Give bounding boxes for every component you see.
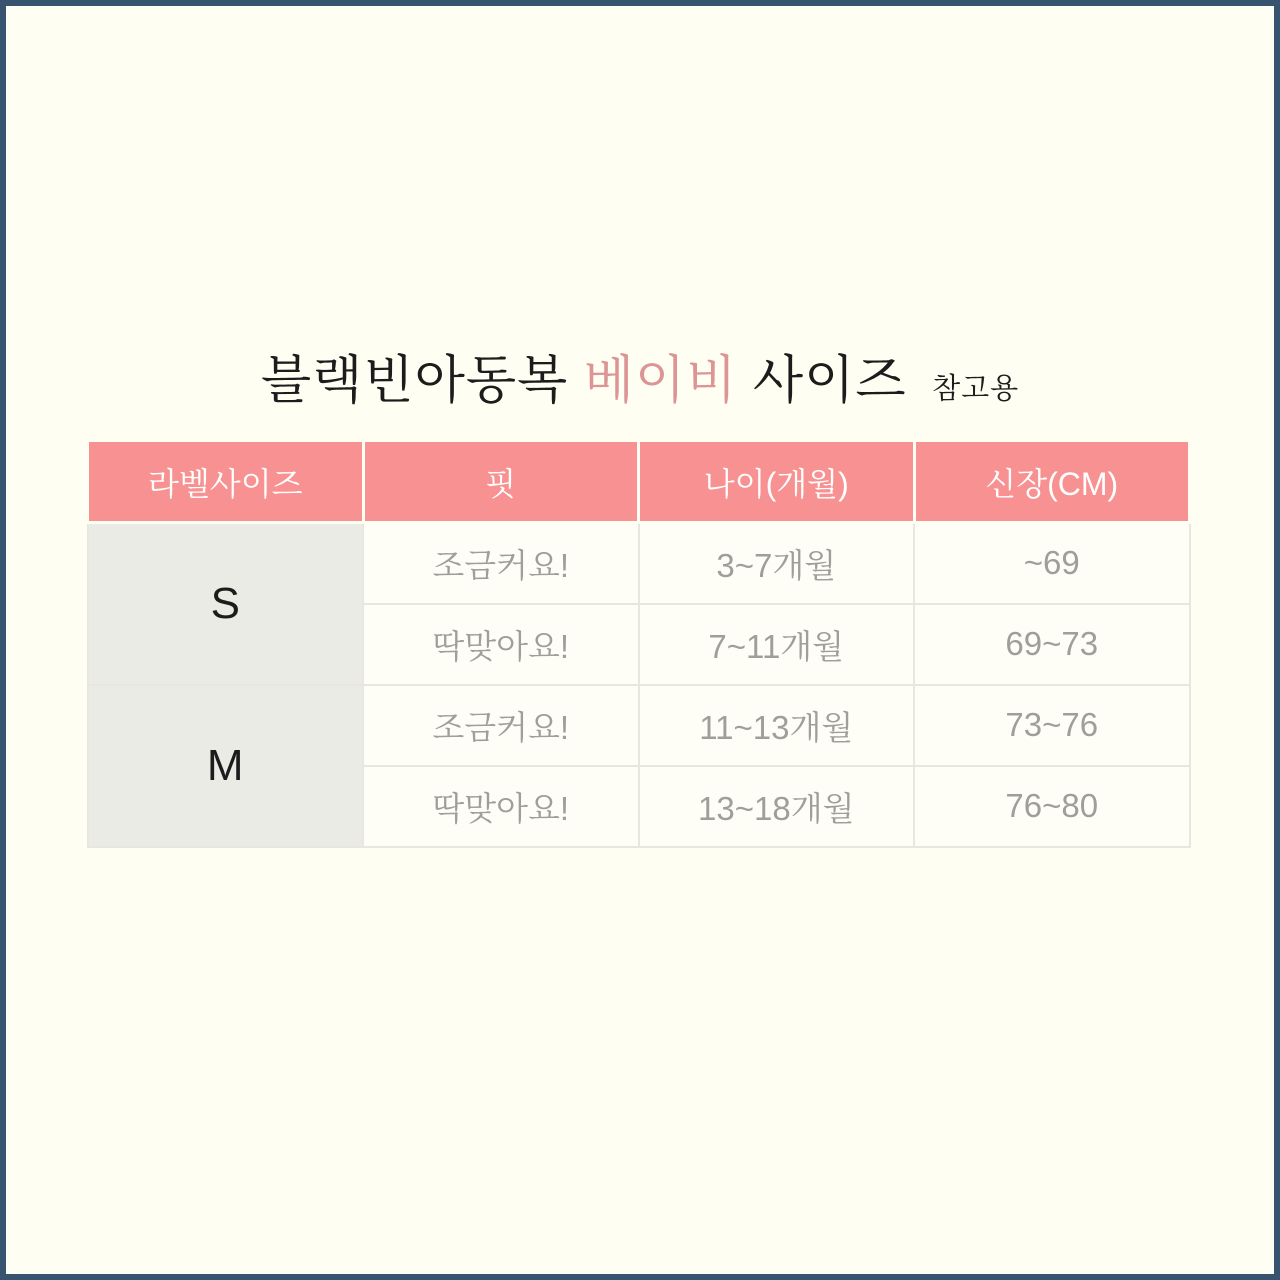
fit-cell: 조금커요! xyxy=(363,523,639,604)
age-cell: 7~11개월 xyxy=(639,604,915,685)
header-height: 신장(CM) xyxy=(914,441,1190,523)
age-cell: 13~18개월 xyxy=(639,766,915,847)
age-cell: 11~13개월 xyxy=(639,685,915,766)
header-fit: 핏 xyxy=(363,441,639,523)
header-age: 나이(개월) xyxy=(639,441,915,523)
page-title xyxy=(6,338,1274,413)
title-suffix: 사이즈 xyxy=(752,352,907,410)
size-table xyxy=(86,439,1191,848)
title-note: 참고용 xyxy=(932,373,1020,405)
table-row xyxy=(88,685,1190,766)
size-cell-s: S xyxy=(88,523,364,685)
size-table-header xyxy=(88,441,1190,523)
age-cell: 3~7개월 xyxy=(639,523,915,604)
table-row xyxy=(88,523,1190,604)
fit-cell: 조금커요! xyxy=(363,685,639,766)
header-label-size: 라벨사이즈 xyxy=(88,441,364,523)
fit-cell: 딱맞아요! xyxy=(363,604,639,685)
header-row xyxy=(88,441,1190,523)
height-cell: 73~76 xyxy=(914,685,1190,766)
height-cell: 76~80 xyxy=(914,766,1190,847)
height-cell: 69~73 xyxy=(914,604,1190,685)
height-cell: ~69 xyxy=(914,523,1190,604)
fit-cell: 딱맞아요! xyxy=(363,766,639,847)
title-prefix: 블랙빈아동복 xyxy=(260,352,569,410)
title-highlight: 베이비 xyxy=(583,352,738,410)
size-cell-m: M xyxy=(88,685,364,847)
